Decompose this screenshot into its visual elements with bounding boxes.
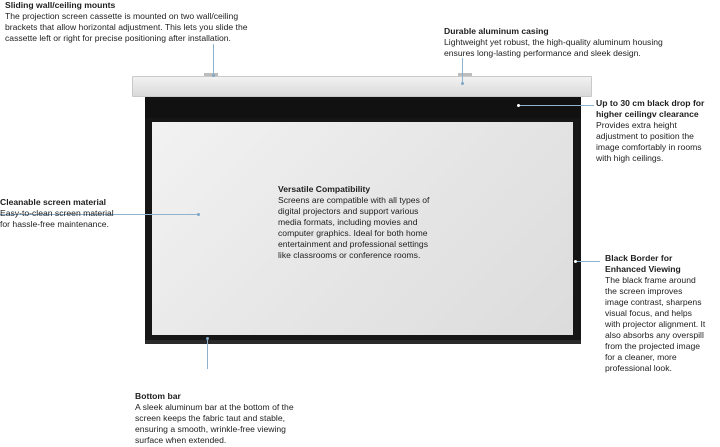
leader-line-casing xyxy=(462,58,463,83)
callout-compat xyxy=(278,184,478,261)
leader-line-drop xyxy=(519,105,594,106)
callout-material xyxy=(0,197,150,230)
callout-bar-heading: Bottom bar xyxy=(135,391,181,401)
callout-casing-body: Lightweight yet robust, the high-quality aluminum housing ensures long-lasting performance and sleek design. xyxy=(444,37,663,58)
bottom-bar xyxy=(145,340,581,344)
callout-mounts xyxy=(5,0,325,44)
callout-bar xyxy=(135,391,335,446)
callout-material-heading: Cleanable screen material xyxy=(0,197,107,207)
callout-casing xyxy=(444,26,714,59)
leader-dot-casing xyxy=(461,82,464,85)
leader-dot-mounts xyxy=(212,74,215,77)
callout-border xyxy=(605,253,719,374)
callout-bar-body: A sleek aluminum bar at the bottom of the screen keeps the fabric taut and stable, ensuring a smooth, wrinkle-free viewing surface when extended. xyxy=(135,402,294,445)
callout-drop xyxy=(596,98,718,164)
callout-border-heading: Black Border for Enhanced Viewing xyxy=(605,253,681,274)
black-drop xyxy=(145,97,581,118)
leader-line-bar xyxy=(207,338,208,369)
callout-border-body: The black frame around the screen improves image contrast, sharpens visual focus, and helps with projector alignment. It also absorbs any overspill from the projected image for a cleaner, more professional look. xyxy=(605,275,706,373)
leader-dot-bar xyxy=(206,337,209,340)
leader-dot-drop xyxy=(517,104,520,107)
callout-mounts-heading: Sliding wall/ceiling mounts xyxy=(5,0,116,10)
callout-mounts-body: The projection screen cassette is mounted on two wall/ceiling brackets that allow horizontal adjustment. This lets you slide the cassette left or right for precise positioning after installation. xyxy=(5,11,248,43)
callout-compat-body: Screens are compatible with all types of digital projectors and support various media formats, including movies and computer graphics. Ideal for both home entertainment and professional settings like classrooms or conference rooms. xyxy=(278,195,430,260)
aluminum-casing xyxy=(132,76,592,97)
callout-compat-heading: Versatile Compatibility xyxy=(278,184,371,194)
callout-drop-heading: Up to 30 cm black drop for higher ceilingv clearance xyxy=(596,98,705,119)
leader-line-mounts xyxy=(213,44,214,75)
callout-drop-body: Provides extra height adjustment to position the image comfortably in rooms with high ceilings. xyxy=(596,120,702,163)
leader-dot-material xyxy=(197,213,200,216)
callout-casing-heading: Durable aluminum casing xyxy=(444,26,549,36)
leader-line-border xyxy=(576,261,600,262)
leader-dot-border xyxy=(574,260,577,263)
callout-material-body: Easy-to-clean screen material for hassle-free maintenance. xyxy=(0,208,114,229)
